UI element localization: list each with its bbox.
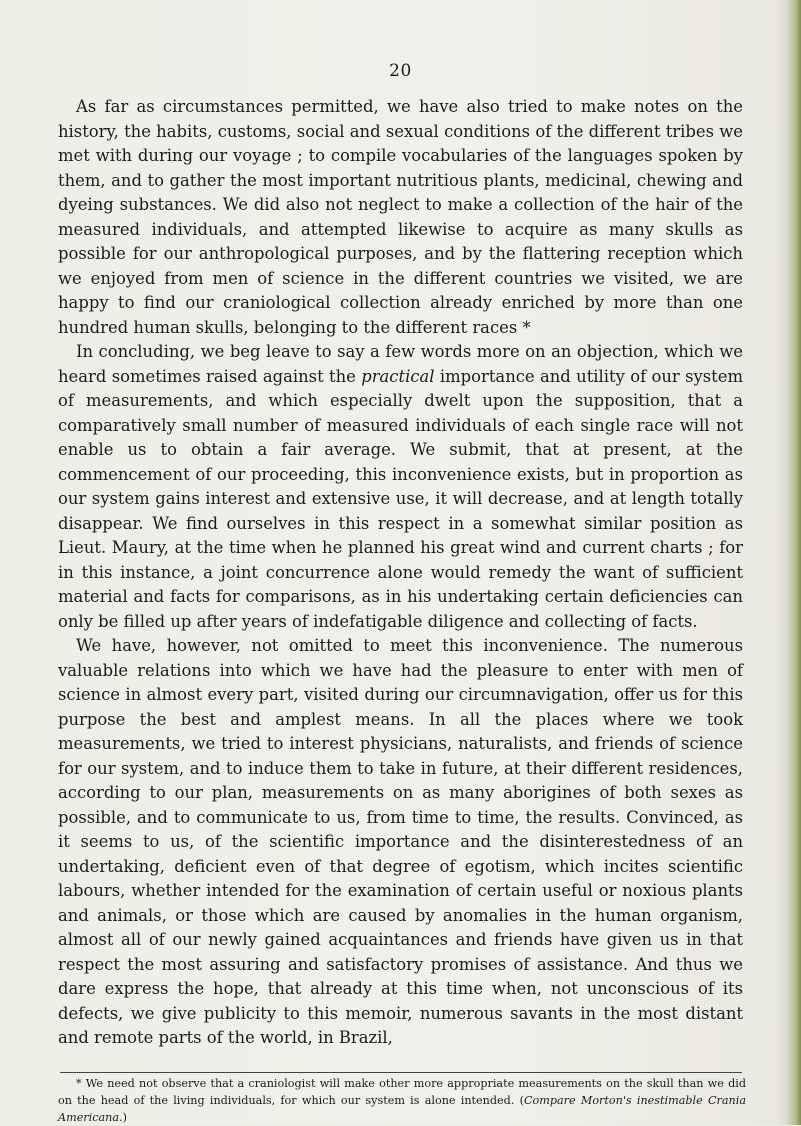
- paragraph-1: As far as circumstances permitted, we have also tried to make notes on the history, the habits, customs, social and sexual conditions of the different tribes we met with during our voyage ; to compile vocabularies of the languages spoken by them, and to gather the most important nutritious plants, medicinal, chewing and dyeing substances. We did also not neglect to make a collection of the hair of the measured individuals, and attempted likewise to acquire as many skulls as possible for our anthropological purposes, and by the flattering reception which we enjoyed from men of science in the different countries we visited, we are happy to find our craniological collection already enriched by more than one hundred human skulls, belonging to the different races *: [58, 97, 743, 337]
- footnote-emphasis: Compare Morton's inestimable Crania Americana.: [58, 1094, 746, 1124]
- body-text: [58, 95, 743, 1051]
- footnote: [58, 1075, 746, 1126]
- page-edge-shadow: [775, 0, 801, 1125]
- footnote-text-b: ): [122, 1111, 127, 1124]
- footnote-text-a: * We need not observe that a craniologist will make other more appropriate measurements on the skull than we did on the head of the living individuals, for which our system is alone intended. (: [58, 1077, 746, 1107]
- paragraph-2-text-a: In concluding, we beg leave to say a few words more on an objection, which we heard sometimes raised against the: [58, 342, 743, 386]
- paragraph-3: We have, however, not omitted to meet this inconvenience. The numerous valuable relations into which we have had the pleasure to enter with men of science in almost every part, visited during our circumnavigation, offer us for this purpose the best and amplest means. In all the places where we took measurements, we tried to interest physicians, naturalists, and friends of science for our system, and to induce them to take in future, at their different residences, according to our plan, measurements on as many aborigines of both sexes as possible, and to communicate to us, from time to time, the results. Convinced, as it seems to us, of the scientific importance and the disinterestedness of an undertaking, deficient even of that degree of egotism, which incites scientific labours, whether intended for the examination of certain useful or noxious plants and animals, or those which are caused by anomalies in the human organism, almost all of our newly gained acquaintances and friends have given us in that respect the most assuring and satisfactory promises of assistance. And thus we dare express the hope, that already at this time when, not unconscious of its defects, we give publicity to this memoir, numerous savants in the most distant and remote parts of the world, in Brazil,: [58, 636, 743, 1047]
- paragraph-2-text-b: importance and utility of our system of measurements, and which especially dwelt upon the supposition, that a comparatively small number of measured individuals of each single race will not enable us to obtain a fair average. We submit, that at present, at the commencement of our proceeding, this inconvenience exists, but in proportion as our system gains interest and extensive use, it will decrease, and at length totally disappear. We find ourselves in this respect in a somewhat similar position as Lieut. Maury, at the time when he planned his great wind and current charts ; for in this instance, a joint concurrence alone would remedy the want of sufficient material and facts for comparisons, as in his undertaking certain deficiencies can only be filled up after years of indefatigable diligence and collecting of facts.: [58, 366, 743, 631]
- paragraph-2-emphasis: practical: [361, 366, 435, 386]
- paragraph-2: [58, 340, 743, 634]
- footnote-text: [58, 1075, 746, 1126]
- page-number: 20: [389, 61, 412, 81]
- footnote-divider: [60, 1072, 742, 1073]
